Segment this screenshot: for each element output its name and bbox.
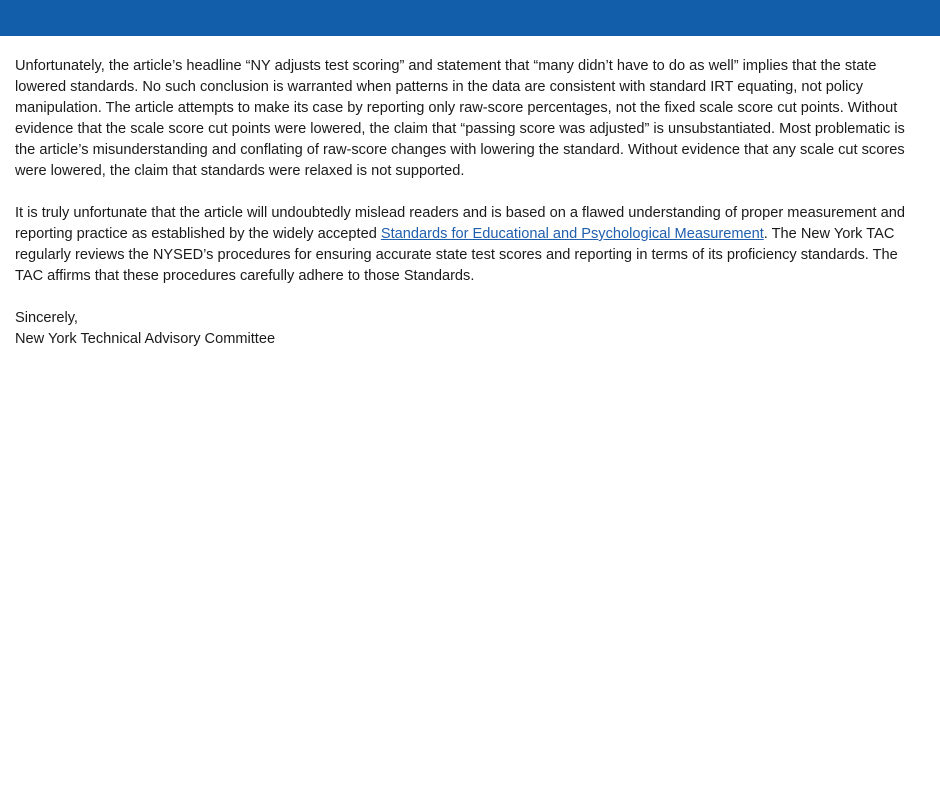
paragraph-2-text-after-link: . The New York TAC regularly reviews the NYSED’s procedures for ensuring accurate state test scores and reporting in terms of its proficiency standards. The TAC affirms that these procedures carefully adhere to those Standards.: [15, 226, 898, 284]
letter-paragraph-1: Unfortunately, the article’s headline “NY adjusts test scoring” and statement that “many didn’t have to do as well” implies that the state lowered standards. No such conclusion is warranted when patterns in the data are consistent with standard IRT equating, not policy manipulation. The article attempts to make its case by reporting only raw-score percentages, not the fixed scale score cut points. Without evidence that the scale score cut points were lowered, the claim that “passing score was adjusted” is unsubstantiated. Most problematic is the article’s misunderstanding and conflating of raw-score changes with lowering the standard. Without evidence that any scale cut scores were lowered, the claim that standards were relaxed is not supported.: [15, 58, 905, 179]
paragraph-2-text-before-link: It is truly unfortunate that the article will undoubtedly mislead readers and is based on a flawed understanding of proper measurement and reporting practice as established by the widely accepted: [15, 205, 905, 242]
signature: New York Technical Advisory Committee: [15, 331, 276, 347]
letter-paragraph-2: [15, 203, 925, 287]
header-bar: [0, 0, 940, 36]
standards-link[interactable]: Standards for Educational and Psychological Measurement: [380, 226, 764, 242]
closing: Sincerely,: [15, 310, 78, 326]
letter-body: [0, 36, 940, 350]
